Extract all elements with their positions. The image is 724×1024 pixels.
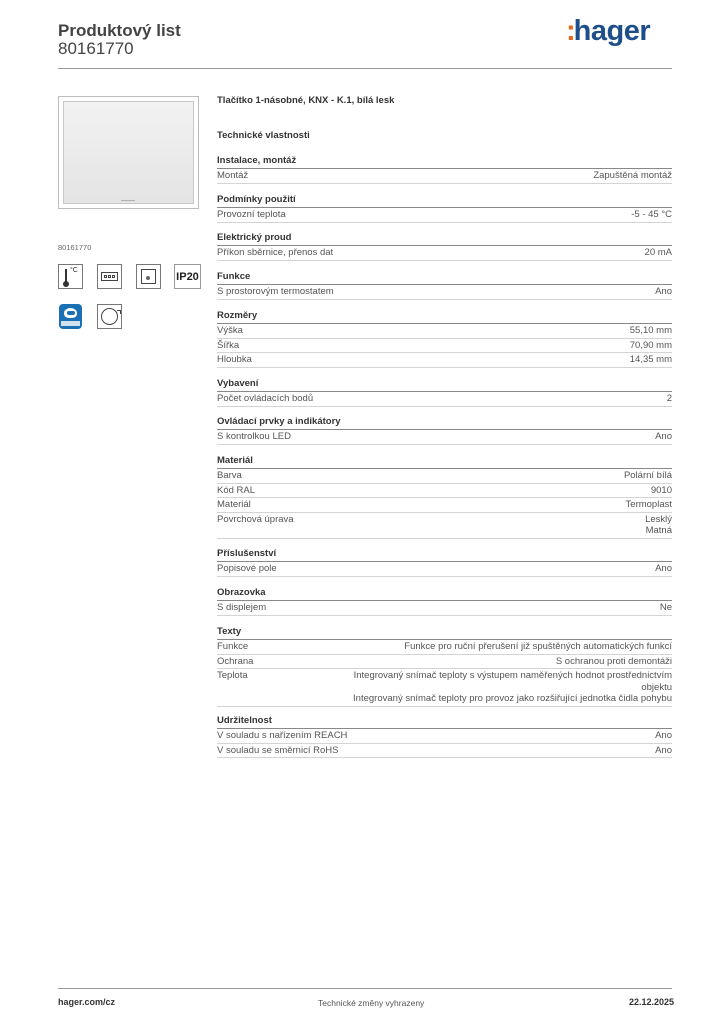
spec-value — [332, 641, 672, 653]
row-divider — [217, 406, 672, 407]
spec-value — [332, 325, 672, 337]
section-title: Rozměry — [217, 310, 258, 321]
spec-value-line: -5 - 45 °C — [631, 209, 672, 220]
row-divider — [217, 183, 672, 184]
row-divider — [217, 757, 672, 758]
hager-logo[interactable]: :hager — [566, 15, 651, 47]
section-divider — [217, 391, 672, 392]
spec-value — [332, 563, 672, 575]
spec-value — [332, 393, 672, 405]
section-divider — [217, 245, 672, 246]
spec-value-line: 20 mA — [644, 247, 672, 258]
section-title: Elektrický proud — [217, 232, 292, 243]
section-title: Instalace, montáž — [217, 155, 297, 166]
section-title: Materiál — [217, 455, 253, 466]
technical-heading: Technické vlastnosti — [217, 130, 310, 141]
section-divider — [217, 168, 672, 169]
spec-value-line: Ano — [655, 730, 672, 741]
row-divider — [217, 444, 672, 445]
spec-value — [332, 745, 672, 757]
display-icon — [97, 264, 122, 289]
section-divider — [217, 561, 672, 562]
spec-value-line: objektu — [641, 681, 672, 693]
environmental-profile-icon — [58, 304, 83, 329]
row-divider — [217, 483, 672, 484]
spec-label: Příkon sběrnice, přenos dat — [217, 247, 334, 258]
spec-value — [332, 656, 672, 668]
spec-label: Funkce — [217, 641, 249, 652]
spec-value-line: Integrovaný snímač teploty s výstupem naměřených hodnot prostřednictvím — [353, 670, 672, 681]
row-divider — [217, 615, 672, 616]
thermometer-icon: °C — [58, 264, 83, 289]
page-title: Produktový list — [58, 21, 181, 40]
spec-value-line: Lesklý — [645, 513, 672, 525]
product-code: 80161770 — [58, 39, 134, 58]
row-divider — [217, 352, 672, 353]
spec-value-line: Termoplast — [625, 499, 672, 510]
section-title: Udržitelnost — [217, 715, 272, 726]
product-image — [58, 96, 199, 209]
spec-value — [332, 485, 672, 497]
spec-value — [332, 354, 672, 366]
spec-value-line: Integrovaný snímač teploty pro provoz jako rozšiřující jednotka čidla pohybu — [353, 693, 672, 704]
row-divider — [217, 367, 672, 368]
spec-label: Teplota — [217, 670, 248, 681]
spec-value-line: Ano — [655, 286, 672, 297]
spec-value-line: 55,10 mm — [629, 325, 672, 336]
footer-divider — [58, 988, 672, 989]
row-divider — [217, 338, 672, 339]
footer-date: 22.12.2025 — [629, 997, 675, 1007]
spec-value — [332, 670, 672, 705]
row-divider — [217, 668, 672, 669]
section-title: Podmínky použití — [217, 194, 296, 205]
row-divider — [217, 299, 672, 300]
spec-value — [332, 730, 672, 742]
section-divider — [217, 429, 672, 430]
spec-value-line: 14,35 mm — [629, 354, 672, 365]
ip-rating-badge: IP20 — [174, 264, 201, 289]
section-divider — [217, 639, 672, 640]
section-title: Obrazovka — [217, 587, 266, 598]
spec-value — [332, 470, 672, 482]
section-title: Vybavení — [217, 378, 259, 389]
section-title: Funkce — [217, 271, 251, 282]
spec-label: Výška — [217, 325, 243, 336]
spec-label: Ochrana — [217, 655, 254, 667]
spec-value — [332, 499, 672, 511]
spec-value-line: Polární bílá — [623, 470, 672, 481]
spec-value-line: 2 — [666, 393, 672, 404]
spec-label: Popisové pole — [217, 563, 277, 574]
spec-value-line: Ano — [655, 563, 672, 574]
spec-label: V souladu s nařízením REACH — [217, 730, 348, 741]
header-divider — [58, 68, 672, 69]
section-divider — [217, 600, 672, 601]
spec-label: Povrchová úprava — [217, 513, 294, 525]
spec-value-line: Ne — [659, 602, 672, 613]
spec-value — [332, 247, 672, 259]
round-switch-icon — [97, 304, 122, 329]
spec-label: V souladu se směrnicí RoHS — [217, 744, 339, 756]
product-name: Tlačítko 1-násobné, KNX - K.1, bílá lesk — [217, 95, 395, 106]
spec-label: Barva — [217, 470, 242, 481]
spec-value — [332, 514, 672, 537]
row-divider — [217, 512, 672, 513]
spec-label: Kód RAL — [217, 484, 256, 496]
spec-value — [332, 286, 672, 298]
spec-label: S kontrolkou LED — [217, 431, 291, 442]
row-divider — [217, 260, 672, 261]
spec-label: Počet ovládacích bodů — [217, 393, 314, 404]
row-divider — [217, 497, 672, 498]
led-indicator-icon — [136, 264, 161, 289]
spec-value — [332, 602, 672, 614]
spec-value — [332, 170, 672, 182]
spec-label: Montáž — [217, 170, 249, 181]
row-divider — [217, 743, 672, 744]
spec-value-line: Funkce pro ruční přerušení již spuštěných automatických funkcí — [404, 641, 672, 652]
spec-label: Materiál — [217, 499, 251, 510]
spec-label: S prostorovým termostatem — [217, 286, 334, 297]
spec-value — [332, 431, 672, 443]
section-title: Texty — [217, 626, 242, 637]
spec-value-line: Ano — [655, 744, 672, 756]
row-divider — [217, 576, 672, 577]
section-divider — [217, 468, 672, 469]
spec-label: Hloubka — [217, 354, 252, 365]
section-divider — [217, 728, 672, 729]
spec-value-line: Ano — [655, 431, 672, 442]
spec-label: Provozní teplota — [217, 209, 286, 220]
spec-value-line: S ochranou proti demontáži — [555, 655, 672, 667]
spec-value-line: Zapuštěná montáž — [593, 170, 672, 181]
spec-value — [332, 209, 672, 221]
row-divider — [217, 222, 672, 223]
section-title: Příslušenství — [217, 548, 277, 559]
image-caption: 80161770 — [58, 243, 92, 252]
spec-label: S displejem — [217, 602, 267, 613]
footer-website-link[interactable]: hager.com/cz — [58, 997, 116, 1007]
spec-value-line: Matná — [645, 525, 672, 536]
section-title: Ovládací prvky a indikátory — [217, 416, 341, 427]
section-divider — [217, 323, 672, 324]
section-divider — [217, 207, 672, 208]
spec-value — [332, 340, 672, 352]
row-divider — [217, 706, 672, 707]
spec-value-line: 70,90 mm — [629, 339, 672, 351]
footer-note: Technické změny vyhrazeny — [318, 998, 425, 1008]
spec-label: Šířka — [217, 339, 240, 351]
row-divider — [217, 538, 672, 539]
row-divider — [217, 654, 672, 655]
logo-text: hager — [573, 15, 651, 47]
spec-value-line: 9010 — [650, 484, 672, 496]
section-divider — [217, 284, 672, 285]
